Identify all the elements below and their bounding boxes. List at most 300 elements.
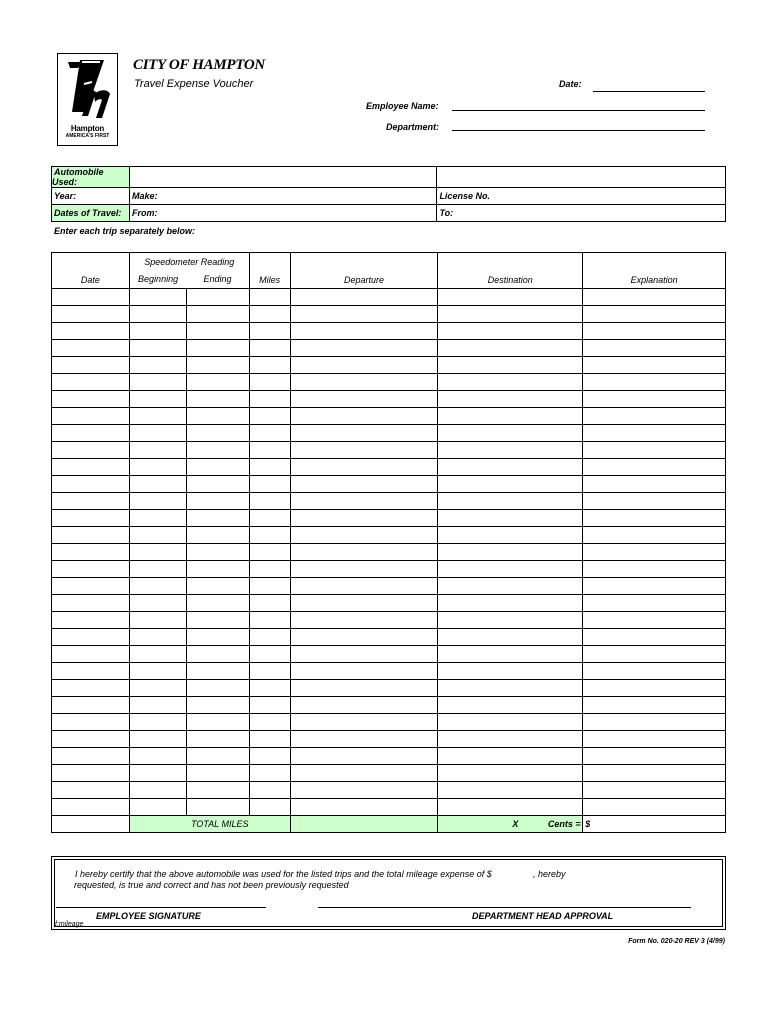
dollar-label: $: [585, 819, 591, 829]
trip-row: [52, 306, 726, 323]
destination-cell[interactable]: [438, 646, 583, 663]
beginning-cell[interactable]: [129, 476, 186, 493]
ending-cell[interactable]: [186, 425, 249, 442]
departure-cell[interactable]: [290, 357, 438, 374]
ending-cell[interactable]: [186, 765, 249, 782]
destination-cell[interactable]: [438, 748, 583, 765]
trip-row: [52, 697, 726, 714]
destination-cell[interactable]: [438, 714, 583, 731]
date-cell[interactable]: [52, 289, 130, 306]
departure-cell[interactable]: [290, 340, 438, 357]
page-title: CITY OF HAMPTON: [133, 57, 265, 73]
departure-cell[interactable]: [290, 561, 438, 578]
destination-cell[interactable]: [438, 561, 583, 578]
miles-cell[interactable]: [249, 493, 290, 510]
destination-cell[interactable]: [438, 595, 583, 612]
explanation-cell[interactable]: [583, 544, 726, 561]
miles-cell[interactable]: [249, 595, 290, 612]
ending-cell[interactable]: [186, 476, 249, 493]
trip-row: [52, 714, 726, 731]
miles-cell[interactable]: [249, 340, 290, 357]
destination-cell[interactable]: [438, 357, 583, 374]
ending-cell[interactable]: [186, 408, 249, 425]
date-field[interactable]: [593, 91, 705, 92]
trip-row: [52, 374, 726, 391]
beginning-cell[interactable]: [129, 510, 186, 527]
date-cell[interactable]: [52, 561, 130, 578]
beginning-cell[interactable]: [129, 408, 186, 425]
departure-cell[interactable]: [290, 748, 438, 765]
date-cell[interactable]: [52, 714, 130, 731]
explanation-cell[interactable]: [583, 408, 726, 425]
explanation-cell[interactable]: [583, 391, 726, 408]
total-amount-field[interactable]: [583, 816, 726, 833]
destination-column-header: Destination: [438, 253, 583, 289]
departure-cell[interactable]: [290, 680, 438, 697]
beginning-cell[interactable]: [129, 612, 186, 629]
ending-cell[interactable]: [186, 442, 249, 459]
ending-column-header: Ending: [186, 271, 249, 289]
explanation-cell[interactable]: [583, 442, 726, 459]
destination-cell[interactable]: [438, 527, 583, 544]
ending-cell[interactable]: [186, 510, 249, 527]
beginning-cell[interactable]: [129, 799, 186, 816]
beginning-cell[interactable]: [129, 663, 186, 680]
trip-row: [52, 544, 726, 561]
beginning-cell[interactable]: [129, 544, 186, 561]
date-cell[interactable]: [52, 765, 130, 782]
trip-row: [52, 612, 726, 629]
miles-cell[interactable]: [249, 697, 290, 714]
beginning-cell[interactable]: [129, 595, 186, 612]
departure-cell[interactable]: [290, 391, 438, 408]
beginning-cell[interactable]: [129, 391, 186, 408]
trip-row: [52, 323, 726, 340]
destination-cell[interactable]: [438, 663, 583, 680]
ending-cell[interactable]: [186, 527, 249, 544]
miles-cell[interactable]: [249, 646, 290, 663]
automobile-used-field[interactable]: [129, 167, 436, 188]
explanation-cell[interactable]: [583, 578, 726, 595]
departure-cell[interactable]: [290, 782, 438, 799]
explanation-cell[interactable]: [583, 374, 726, 391]
beginning-cell[interactable]: [129, 425, 186, 442]
date-cell[interactable]: [52, 748, 130, 765]
miles-cell[interactable]: [249, 391, 290, 408]
explanation-cell[interactable]: [583, 289, 726, 306]
ending-cell[interactable]: [186, 782, 249, 799]
trip-row: [52, 340, 726, 357]
explanation-cell[interactable]: [583, 561, 726, 578]
date-cell[interactable]: [52, 782, 130, 799]
logo-text: Hampton: [70, 124, 105, 133]
beginning-cell[interactable]: [129, 289, 186, 306]
explanation-cell[interactable]: [583, 476, 726, 493]
departure-column-header: Departure: [290, 253, 438, 289]
explanation-cell[interactable]: [583, 663, 726, 680]
beginning-cell[interactable]: [129, 323, 186, 340]
departure-cell[interactable]: [290, 578, 438, 595]
date-cell[interactable]: [52, 340, 130, 357]
departure-cell[interactable]: [290, 731, 438, 748]
departure-cell[interactable]: [290, 306, 438, 323]
departure-cell[interactable]: [290, 544, 438, 561]
year-label: Year:: [54, 191, 77, 201]
destination-cell[interactable]: [438, 340, 583, 357]
employee-name-field[interactable]: [452, 110, 705, 111]
department-approval-line[interactable]: [318, 907, 691, 908]
date-cell[interactable]: [52, 527, 130, 544]
ending-cell[interactable]: [186, 544, 249, 561]
ending-cell[interactable]: [186, 357, 249, 374]
destination-cell[interactable]: [438, 323, 583, 340]
departure-cell[interactable]: [290, 289, 438, 306]
certification-inner: [54, 859, 723, 927]
explanation-cell[interactable]: [583, 527, 726, 544]
date-cell[interactable]: [52, 595, 130, 612]
departure-cell[interactable]: [290, 714, 438, 731]
license-label: License No.: [439, 191, 490, 201]
to-label: To:: [439, 208, 454, 218]
miles-cell[interactable]: [249, 765, 290, 782]
trip-row: [52, 578, 726, 595]
date-cell[interactable]: [52, 578, 130, 595]
trip-row: [52, 527, 726, 544]
ending-cell[interactable]: [186, 595, 249, 612]
vehicle-info-table: [51, 166, 726, 222]
beginning-cell[interactable]: [129, 374, 186, 391]
departure-cell[interactable]: [290, 595, 438, 612]
miles-cell[interactable]: [249, 782, 290, 799]
date-cell[interactable]: [52, 697, 130, 714]
beginning-cell[interactable]: [129, 527, 186, 544]
date-cell[interactable]: [52, 799, 130, 816]
ending-cell[interactable]: [186, 612, 249, 629]
miles-cell[interactable]: [249, 425, 290, 442]
form-number: Form No. 020-20 REV 3 (4/99): [628, 938, 725, 945]
departure-cell[interactable]: [290, 799, 438, 816]
destination-cell[interactable]: [438, 408, 583, 425]
total-miles-field[interactable]: [290, 816, 438, 833]
departure-cell[interactable]: [290, 459, 438, 476]
destination-cell[interactable]: [438, 289, 583, 306]
ending-cell[interactable]: [186, 306, 249, 323]
miles-cell[interactable]: [249, 663, 290, 680]
departure-cell[interactable]: [290, 527, 438, 544]
explanation-column-header: Explanation: [583, 253, 726, 289]
miles-cell[interactable]: [249, 442, 290, 459]
date-cell[interactable]: [52, 408, 130, 425]
total-row-blank: [52, 816, 130, 833]
trip-row: [52, 408, 726, 425]
date-cell[interactable]: [52, 731, 130, 748]
license-cell[interactable]: [437, 188, 726, 205]
date-cell[interactable]: [52, 357, 130, 374]
beginning-cell[interactable]: [129, 306, 186, 323]
destination-cell[interactable]: [438, 782, 583, 799]
beginning-cell[interactable]: [129, 748, 186, 765]
explanation-cell[interactable]: [583, 340, 726, 357]
explanation-cell[interactable]: [583, 612, 726, 629]
make-cell[interactable]: [129, 188, 436, 205]
departure-cell[interactable]: [290, 442, 438, 459]
destination-cell[interactable]: [438, 459, 583, 476]
trip-row: [52, 748, 726, 765]
destination-cell[interactable]: [438, 510, 583, 527]
departure-cell[interactable]: [290, 374, 438, 391]
beginning-cell[interactable]: [129, 493, 186, 510]
departure-cell[interactable]: [290, 629, 438, 646]
destination-cell[interactable]: [438, 493, 583, 510]
miles-cell[interactable]: [249, 408, 290, 425]
logo-tagline: AMERICA'S FIRST: [65, 133, 110, 139]
miles-cell[interactable]: [249, 476, 290, 493]
miles-cell[interactable]: [249, 748, 290, 765]
file-reference: f:mileage: [55, 921, 84, 928]
beginning-cell[interactable]: [129, 646, 186, 663]
date-cell[interactable]: [52, 493, 130, 510]
explanation-cell[interactable]: [583, 646, 726, 663]
dates-of-travel-label: Dates of Travel:: [52, 205, 130, 222]
ending-cell[interactable]: [186, 323, 249, 340]
explanation-cell[interactable]: [583, 731, 726, 748]
miles-cell[interactable]: [249, 629, 290, 646]
miles-cell[interactable]: [249, 527, 290, 544]
trip-row: [52, 663, 726, 680]
to-cell[interactable]: [437, 205, 726, 222]
ending-cell[interactable]: [186, 748, 249, 765]
miles-cell[interactable]: [249, 510, 290, 527]
date-cell[interactable]: [52, 663, 130, 680]
ending-cell[interactable]: [186, 493, 249, 510]
miles-cell[interactable]: [249, 714, 290, 731]
miles-cell[interactable]: [249, 612, 290, 629]
beginning-cell[interactable]: [129, 357, 186, 374]
ending-cell[interactable]: [186, 714, 249, 731]
employee-signature-label: EMPLOYEE SIGNATURE: [96, 911, 201, 921]
ending-cell[interactable]: [186, 629, 249, 646]
total-miles-label: TOTAL MILES: [129, 816, 290, 833]
department-field[interactable]: [452, 130, 705, 131]
trip-table: [51, 252, 726, 833]
ending-cell[interactable]: [186, 731, 249, 748]
date-cell[interactable]: [52, 476, 130, 493]
explanation-cell[interactable]: [583, 748, 726, 765]
make-label: Make:: [131, 191, 158, 201]
departure-cell[interactable]: [290, 663, 438, 680]
explanation-cell[interactable]: [583, 595, 726, 612]
beginning-column-header: Beginning: [129, 271, 186, 289]
miles-cell[interactable]: [249, 544, 290, 561]
destination-cell[interactable]: [438, 544, 583, 561]
certification-text-2: requested, is true and correct and has not been previously requested: [74, 880, 349, 890]
destination-cell[interactable]: [438, 612, 583, 629]
departure-cell[interactable]: [290, 493, 438, 510]
trip-row: [52, 425, 726, 442]
beginning-cell[interactable]: [129, 629, 186, 646]
destination-cell[interactable]: [438, 680, 583, 697]
miles-cell[interactable]: [249, 289, 290, 306]
date-cell[interactable]: [52, 459, 130, 476]
destination-cell[interactable]: [438, 425, 583, 442]
date-cell[interactable]: [52, 323, 130, 340]
trip-row: [52, 595, 726, 612]
date-cell[interactable]: [52, 629, 130, 646]
explanation-cell[interactable]: [583, 425, 726, 442]
employee-name-label: Employee Name:: [366, 101, 439, 111]
destination-cell[interactable]: [438, 476, 583, 493]
ending-cell[interactable]: [186, 578, 249, 595]
beginning-cell[interactable]: [129, 714, 186, 731]
ending-cell[interactable]: [186, 697, 249, 714]
year-cell[interactable]: [52, 188, 130, 205]
date-column-header: Date: [52, 253, 130, 289]
miles-cell[interactable]: [249, 578, 290, 595]
trip-row: [52, 799, 726, 816]
date-cell[interactable]: [52, 544, 130, 561]
employee-signature-line[interactable]: [56, 907, 266, 908]
departure-cell[interactable]: [290, 697, 438, 714]
automobile-used-field-2[interactable]: [437, 167, 726, 188]
trip-row: [52, 289, 726, 306]
explanation-cell[interactable]: [583, 459, 726, 476]
date-cell[interactable]: [52, 374, 130, 391]
ending-cell[interactable]: [186, 289, 249, 306]
explanation-cell[interactable]: [583, 357, 726, 374]
explanation-cell[interactable]: [583, 697, 726, 714]
beginning-cell[interactable]: [129, 765, 186, 782]
automobile-used-label: Automobile Used:: [52, 167, 130, 188]
explanation-cell[interactable]: [583, 323, 726, 340]
date-cell[interactable]: [52, 612, 130, 629]
trip-row: [52, 442, 726, 459]
speedometer-header: Speedometer Reading: [129, 253, 249, 271]
explanation-cell[interactable]: [583, 765, 726, 782]
destination-cell[interactable]: [438, 765, 583, 782]
departure-cell[interactable]: [290, 612, 438, 629]
miles-cell[interactable]: [249, 680, 290, 697]
date-cell[interactable]: [52, 306, 130, 323]
from-label: From:: [131, 208, 158, 218]
beginning-cell[interactable]: [129, 459, 186, 476]
beginning-cell[interactable]: [129, 578, 186, 595]
miles-cell[interactable]: [249, 799, 290, 816]
miles-cell[interactable]: [249, 357, 290, 374]
ending-cell[interactable]: [186, 646, 249, 663]
trip-row: [52, 731, 726, 748]
trip-row: [52, 765, 726, 782]
trip-row: [52, 357, 726, 374]
date-cell[interactable]: [52, 442, 130, 459]
explanation-cell[interactable]: [583, 680, 726, 697]
trip-row: [52, 782, 726, 799]
explanation-cell[interactable]: [583, 306, 726, 323]
destination-cell[interactable]: [438, 629, 583, 646]
ending-cell[interactable]: [186, 459, 249, 476]
departure-cell[interactable]: [290, 510, 438, 527]
miles-cell[interactable]: [249, 731, 290, 748]
ending-cell[interactable]: [186, 561, 249, 578]
destination-cell[interactable]: [438, 391, 583, 408]
explanation-cell[interactable]: [583, 493, 726, 510]
x-label: X: [512, 819, 519, 829]
miles-cell[interactable]: [249, 374, 290, 391]
miles-cell[interactable]: [249, 561, 290, 578]
trip-row: [52, 476, 726, 493]
ending-cell[interactable]: [186, 799, 249, 816]
destination-cell[interactable]: [438, 697, 583, 714]
departure-cell[interactable]: [290, 323, 438, 340]
trip-row: [52, 391, 726, 408]
ending-cell[interactable]: [186, 340, 249, 357]
trip-row: [52, 646, 726, 663]
trip-row: [52, 510, 726, 527]
date-cell[interactable]: [52, 510, 130, 527]
beginning-cell[interactable]: [129, 340, 186, 357]
date-cell[interactable]: [52, 646, 130, 663]
ending-cell[interactable]: [186, 374, 249, 391]
departure-cell[interactable]: [290, 765, 438, 782]
certification-text-1: I hereby certify that the above automobile was used for the listed trips and the total mileage expense of $: [75, 869, 492, 879]
beginning-cell[interactable]: [129, 442, 186, 459]
miles-cell[interactable]: [249, 323, 290, 340]
trip-row: [52, 629, 726, 646]
explanation-cell[interactable]: [583, 629, 726, 646]
departure-cell[interactable]: [290, 646, 438, 663]
beginning-cell[interactable]: [129, 782, 186, 799]
departure-cell[interactable]: [290, 408, 438, 425]
explanation-cell[interactable]: [583, 782, 726, 799]
cents-label: Cents: [547, 819, 573, 829]
ending-cell[interactable]: [186, 391, 249, 408]
trip-row: [52, 561, 726, 578]
trip-rows: [52, 289, 726, 816]
explanation-cell[interactable]: [583, 799, 726, 816]
explanation-cell[interactable]: [583, 510, 726, 527]
department-approval-label: DEPARTMENT HEAD APPROVAL: [472, 911, 614, 921]
instruction-text: Enter each trip separately below:: [54, 226, 196, 236]
beginning-cell[interactable]: [129, 697, 186, 714]
miles-cell[interactable]: [249, 306, 290, 323]
departure-cell[interactable]: [290, 425, 438, 442]
ending-cell[interactable]: [186, 663, 249, 680]
destination-cell[interactable]: [438, 374, 583, 391]
certification-text-1-end: , hereby: [533, 869, 566, 879]
trip-row: [52, 493, 726, 510]
destination-cell[interactable]: [438, 799, 583, 816]
destination-cell[interactable]: [438, 578, 583, 595]
ending-cell[interactable]: [186, 680, 249, 697]
departure-cell[interactable]: [290, 476, 438, 493]
destination-cell[interactable]: [438, 442, 583, 459]
beginning-cell[interactable]: [129, 680, 186, 697]
beginning-cell[interactable]: [129, 731, 186, 748]
miles-cell[interactable]: [249, 459, 290, 476]
destination-cell[interactable]: [438, 731, 583, 748]
date-cell[interactable]: [52, 680, 130, 697]
date-cell[interactable]: [52, 425, 130, 442]
beginning-cell[interactable]: [129, 561, 186, 578]
city-logo: [57, 53, 118, 146]
certification-box: [51, 856, 726, 930]
from-cell[interactable]: [129, 205, 436, 222]
explanation-cell[interactable]: [583, 714, 726, 731]
page-subtitle: Travel Expense Voucher: [134, 78, 254, 90]
date-cell[interactable]: [52, 391, 130, 408]
destination-cell[interactable]: [438, 306, 583, 323]
date-label: Date:: [559, 79, 582, 89]
rate-cell[interactable]: [438, 816, 583, 833]
